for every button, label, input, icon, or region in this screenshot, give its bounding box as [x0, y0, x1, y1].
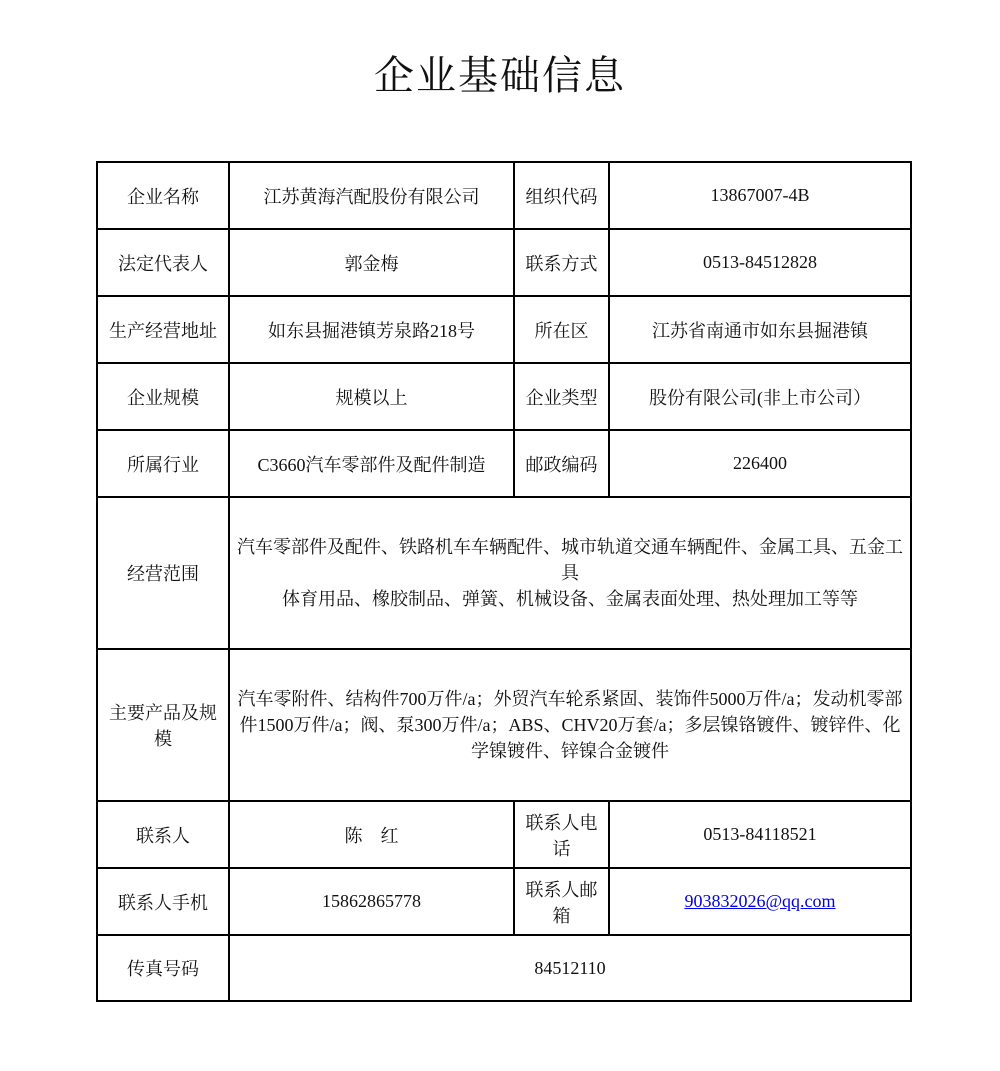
table-row — [97, 363, 911, 430]
table-row — [97, 430, 911, 497]
business-address-value: 如东县掘港镇芳泉路218号 — [229, 296, 514, 363]
company-scale-value: 规模以上 — [229, 363, 514, 430]
table-row — [97, 649, 911, 801]
contact-method-label: 联系方式 — [514, 229, 609, 296]
table-row — [97, 162, 911, 229]
table-row — [97, 497, 911, 649]
company-name-label: 企业名称 — [97, 162, 229, 229]
industry-value: C3660汽车零部件及配件制造 — [229, 430, 514, 497]
business-scope-label: 经营范围 — [97, 497, 229, 649]
legal-rep-label: 法定代表人 — [97, 229, 229, 296]
business-scope-paragraph-2: 体育用品、橡胶制品、弹簧、机械设备、金属表面处理、热处理加工等等 — [282, 589, 858, 610]
postal-code-value: 226400 — [609, 430, 911, 497]
table-row — [97, 801, 911, 868]
contact-mobile-value: 15862865778 — [229, 868, 514, 935]
contact-person-label: 联系人 — [97, 801, 229, 868]
enterprise-info-table — [96, 161, 912, 1002]
fax-number-label: 传真号码 — [97, 935, 229, 1001]
contact-mobile-label: 联系人手机 — [97, 868, 229, 935]
table-row — [97, 868, 911, 935]
table-row — [97, 229, 911, 296]
contact-person-value: 陈 红 — [229, 801, 514, 868]
contact-email-link[interactable]: 903832026@qq.com — [684, 891, 836, 911]
district-label: 所在区 — [514, 296, 609, 363]
district-value: 江苏省南通市如东县掘港镇 — [609, 296, 911, 363]
table-row — [97, 935, 911, 1001]
legal-rep-value: 郭金梅 — [229, 229, 514, 296]
company-type-value: 股份有限公司(非上市公司） — [609, 363, 911, 430]
page-title: 企业基础信息 — [374, 53, 626, 98]
main-products-label: 主要产品及规模 — [97, 649, 229, 801]
contact-method-value: 0513-84512828 — [609, 229, 911, 296]
contact-email-cell — [609, 868, 911, 935]
industry-label: 所属行业 — [97, 430, 229, 497]
business-address-label: 生产经营地址 — [97, 296, 229, 363]
main-products-paragraph: 汽车零附件、结构件700万件/a；外贸汽车轮系紧固、装饰件5000万件/a；发动机零部件1500万件/a；阀、泵300万件/a；ABS、CHV20万套/a；多层镍铬镀件、镀锌件、化学镍镀件、锌镍合金镀件 — [237, 688, 903, 762]
company-scale-label: 企业规模 — [97, 363, 229, 430]
company-name-value: 江苏黄海汽配股份有限公司 — [229, 162, 514, 229]
contact-phone-value: 0513-84118521 — [609, 801, 911, 868]
contact-phone-label: 联系人电话 — [514, 801, 609, 868]
org-code-label: 组织代码 — [514, 162, 609, 229]
business-scope-value — [229, 497, 911, 649]
business-scope-paragraph-1: 汽车零部件及配件、铁路机车车辆配件、城市轨道交通车辆配件、金属工具、五金工具 — [237, 536, 903, 583]
table-row — [97, 296, 911, 363]
company-type-label: 企业类型 — [514, 363, 609, 430]
main-products-value — [229, 649, 911, 801]
fax-number-value: 84512110 — [229, 935, 911, 1001]
postal-code-label: 邮政编码 — [514, 430, 609, 497]
contact-email-label: 联系人邮箱 — [514, 868, 609, 935]
org-code-value: 13867007-4B — [609, 162, 911, 229]
